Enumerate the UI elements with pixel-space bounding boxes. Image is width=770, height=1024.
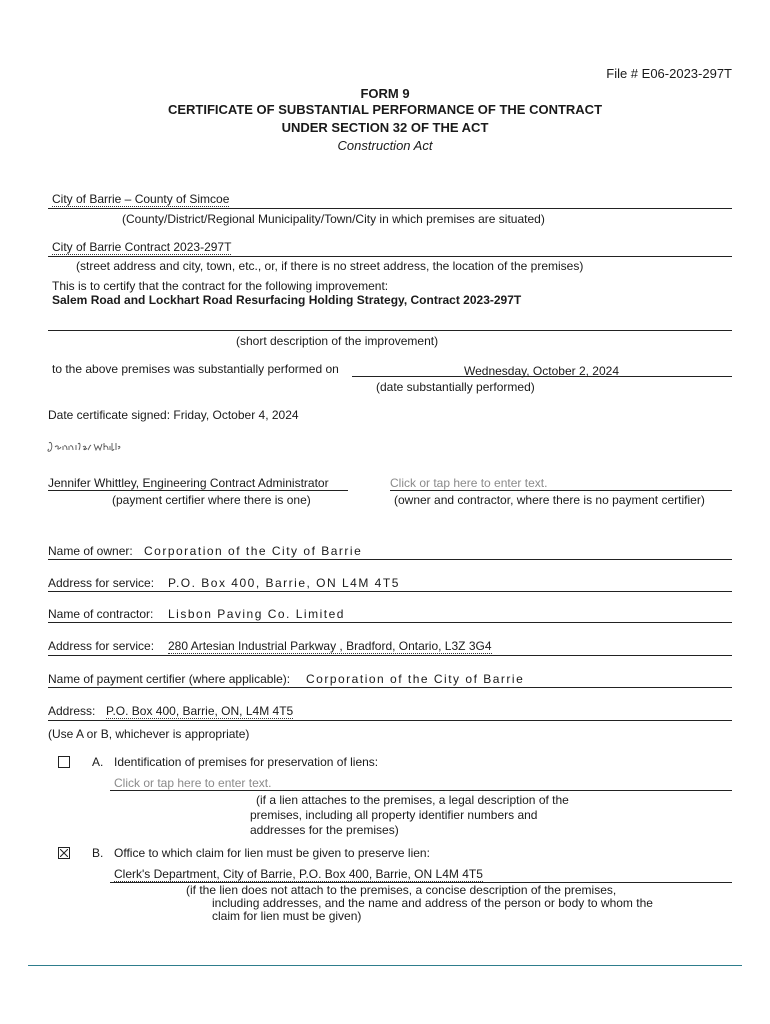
municipality-rule — [48, 208, 732, 209]
option-b-label: Office to which claim for lien must be given to preserve lien: — [114, 846, 430, 860]
option-b-field[interactable]: Clerk's Department, City of Barrie, P.O. Box 400, Barrie, ON L4M 4T5 — [114, 867, 483, 881]
premises-caption: (street address and city, town, etc., or, if there is no street address, the location of the premises) — [76, 259, 584, 273]
checkbox-cross-icon — [60, 849, 68, 857]
payment-certifier-label: Name of payment certifier (where applicable): — [48, 672, 291, 686]
option-a-rule — [110, 790, 732, 791]
date-signed: Date certificate signed: Friday, October 4, 2024 — [48, 408, 299, 422]
premises-rule — [48, 256, 732, 257]
certifier-address-label: Address: — [48, 704, 96, 718]
form-title-line1: CERTIFICATE OF SUBSTANTIAL PERFORMANCE OF THE CONTRACT — [167, 102, 603, 117]
use-note: (Use A or B, whichever is appropriate) — [48, 727, 250, 741]
footer-rule — [28, 965, 742, 966]
performance-label: to the above premises was substantially performed on — [52, 362, 339, 376]
performance-caption: (date substantially performed) — [376, 380, 535, 394]
certifier-address-rule — [48, 720, 732, 721]
improvement-field[interactable]: Salem Road and Lockhart Road Resurfacing Holding Strategy, Contract 2023-297T — [52, 293, 522, 307]
owner-contractor-caption: (owner and contractor, where there is no payment certifier) — [394, 493, 705, 507]
premises-field[interactable]: City of Barrie Contract 2023-297T — [52, 240, 232, 254]
owner-contractor-rule — [390, 490, 732, 491]
option-a-field[interactable]: Click or tap here to enter text. — [114, 776, 272, 790]
option-a-letter: A. — [92, 755, 104, 769]
improvement-intro: This is to certify that the contract for the following improvement: — [52, 279, 389, 293]
option-b-caption-3: claim for lien must be given) — [212, 909, 362, 923]
act-name: Construction Act — [337, 138, 433, 153]
payment-certifier-field[interactable]: Corporation of the City of Barrie — [306, 672, 525, 686]
improvement-caption: (short description of the improvement) — [236, 334, 439, 348]
performance-rule — [352, 376, 732, 377]
option-a-caption-2: premises, including all property identifier numbers and — [250, 808, 538, 822]
owner-address-label: Address for service: — [48, 576, 155, 590]
contractor-address-rule — [48, 655, 732, 656]
performance-date-field[interactable]: Wednesday, October 2, 2024 — [464, 364, 619, 378]
option-b-letter: B. — [92, 846, 104, 860]
signature-image — [46, 438, 122, 456]
option-a-checkbox[interactable] — [58, 756, 70, 768]
owner-rule — [48, 559, 732, 560]
option-b-checkbox[interactable] — [58, 847, 70, 859]
contractor-address-field[interactable]: 280 Artesian Industrial Parkway , Bradford, Ontario, L3Z 3G4 — [168, 639, 492, 653]
owner-address-field[interactable]: P.O. Box 400, Barrie, ON L4M 4T5 — [168, 576, 400, 590]
municipality-field[interactable]: City of Barrie – County of Simcoe — [52, 192, 230, 206]
contractor-label: Name of contractor: — [48, 607, 154, 621]
option-a-label: Identification of premises for preservation of liens: — [114, 755, 379, 769]
owner-address-rule — [48, 591, 732, 592]
contractor-address-label: Address for service: — [48, 639, 155, 653]
certifier-caption: (payment certifier where there is one) — [112, 493, 311, 507]
certifier-address-field[interactable]: P.O. Box 400, Barrie, ON, L4M 4T5 — [106, 704, 294, 718]
form-number: FORM 9 — [360, 86, 410, 101]
option-a-caption-3: addresses for the premises) — [250, 823, 399, 837]
form-title-line2: UNDER SECTION 32 OF THE ACT — [281, 120, 489, 135]
owner-field[interactable]: Corporation of the City of Barrie — [144, 544, 363, 558]
owner-contractor-field[interactable]: Click or tap here to enter text. — [390, 476, 548, 490]
option-a-caption-1: (if a lien attaches to the premises, a legal description of the — [256, 793, 569, 807]
payment-certifier-rule — [48, 687, 732, 688]
option-b-caption-2: including addresses, and the name and address of the person or body to whom the — [212, 896, 653, 910]
certifier-name-rule — [48, 490, 348, 491]
owner-label: Name of owner: — [48, 544, 133, 558]
file-number: File # E06-2023-297T — [606, 66, 732, 81]
contractor-field[interactable]: Lisbon Paving Co. Limited — [168, 607, 345, 621]
certifier-name-field[interactable]: Jennifer Whittley, Engineering Contract Administrator — [48, 476, 329, 490]
option-b-caption-1: (if the lien does not attach to the premises, a concise description of the premises, — [186, 883, 617, 897]
contractor-rule — [48, 622, 732, 623]
improvement-rule — [48, 330, 732, 331]
municipality-caption: (County/District/Regional Municipality/Town/City in which premises are situated) — [122, 212, 545, 226]
